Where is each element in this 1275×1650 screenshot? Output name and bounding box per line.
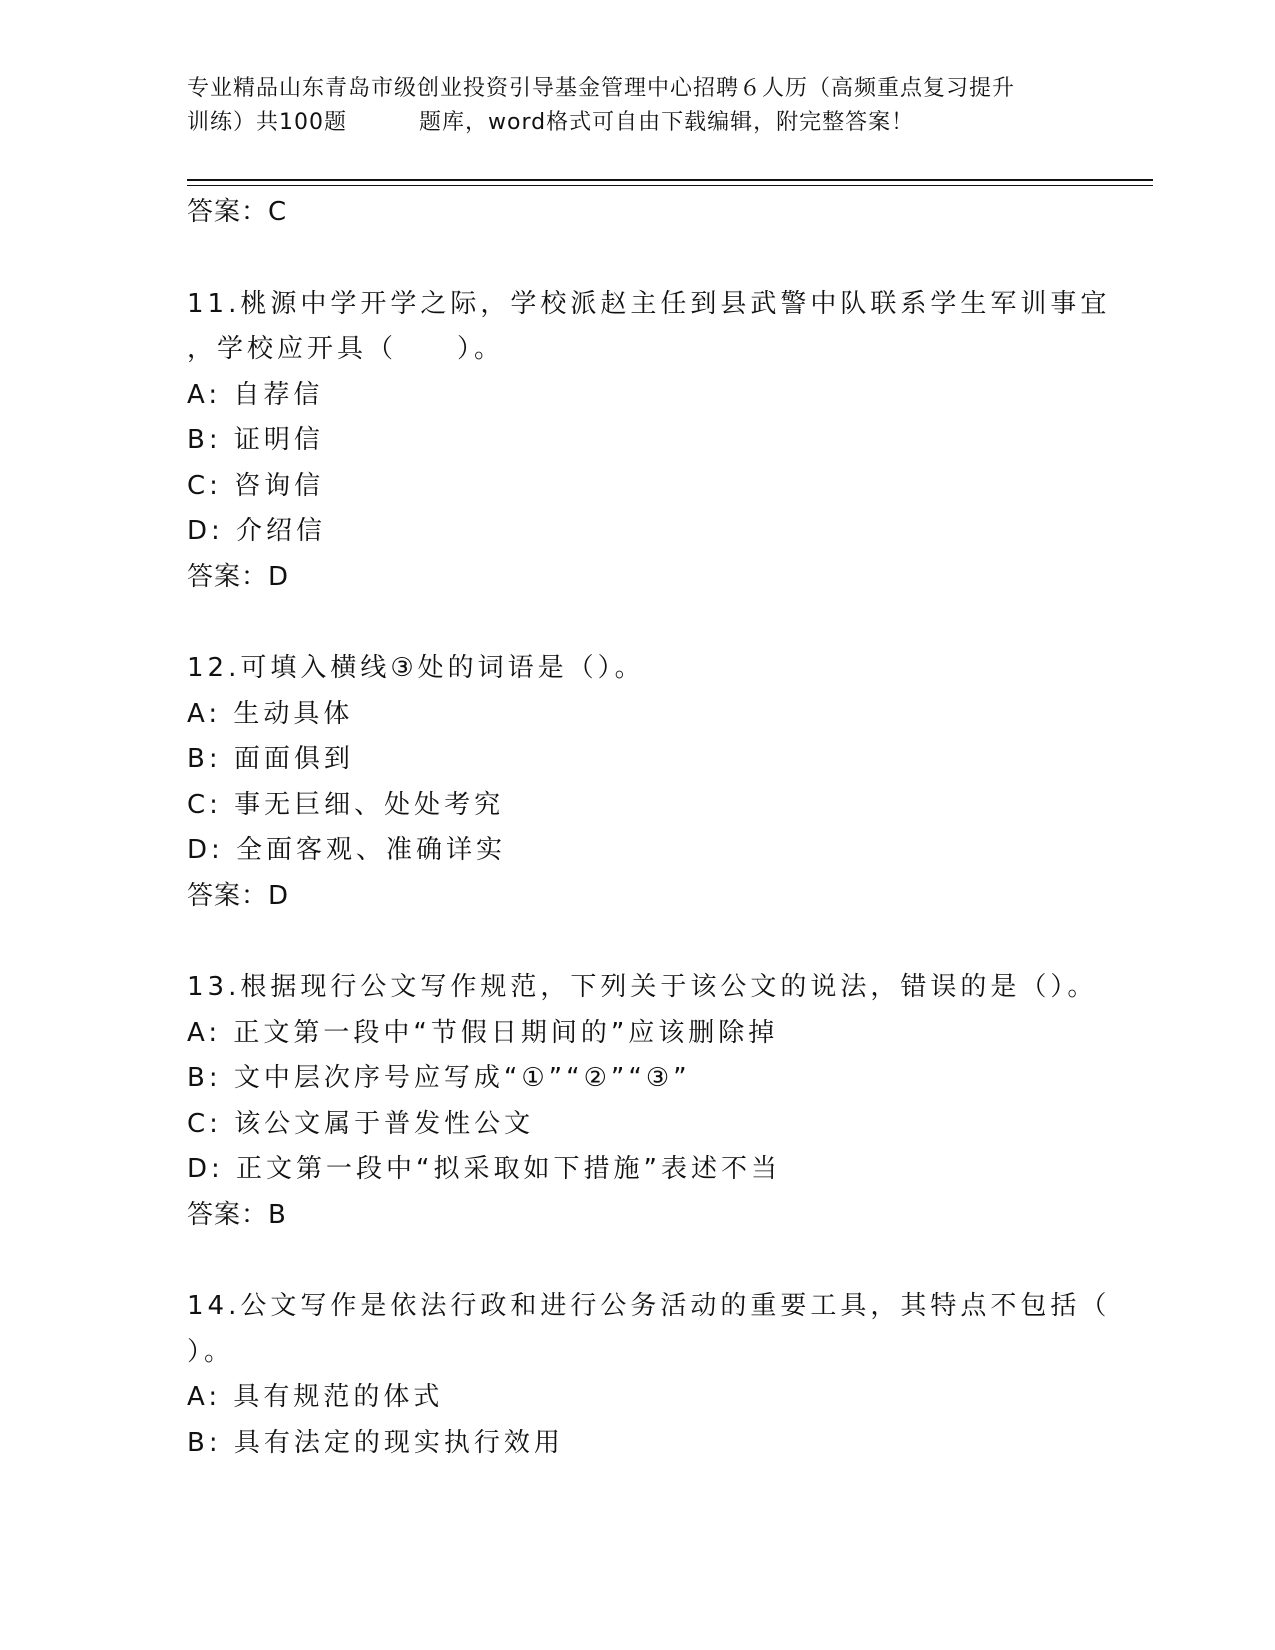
option-b: B: 文中层次序号应写成“①”“②”“③” <box>187 1063 691 1093</box>
question-stem: 14.公文写作是依法行政和进行公务活动的重要工具，其特点不包括（ <box>187 1291 1111 1321</box>
header-line-2-part-a: 训练）共100题 <box>187 110 347 135</box>
question-14 <box>187 1284 1111 1466</box>
header-line-1: 专业精品山东青岛市级创业投资引导基金管理中心招聘６人历（高频重点复习提升 <box>187 76 1016 101</box>
option-a: A: 正文第一段中“节假日期间的”应该删除掉 <box>187 1017 779 1048</box>
answer-line: 答案：D <box>187 561 290 592</box>
option-c: C: 事无巨细、处处考究 <box>187 789 505 820</box>
option-b: B: 具有法定的现实执行效用 <box>187 1427 564 1458</box>
option-a: A: 具有规范的体式 <box>187 1382 444 1412</box>
option-d: D: 全面客观、准确详实 <box>187 835 507 865</box>
option-b: B: 面面俱到 <box>187 744 354 774</box>
question-stem: ）。 <box>187 1336 235 1367</box>
question-stem: ，学校应开具（ ）。 <box>187 334 505 364</box>
question-stem: 13.根据现行公文写作规范，下列关于该公文的说法，错误的是（）。 <box>187 972 1098 1002</box>
question-stem: 11.桃源中学开学之际，学校派赵主任到县武警中队联系学生军训事宜 <box>187 288 1111 319</box>
option-a: A: 自荐信 <box>187 379 324 410</box>
document-body <box>187 190 1111 1466</box>
option-c: C: 该公文属于普发性公文 <box>187 1108 535 1139</box>
document-header <box>187 72 1087 140</box>
question-11 <box>187 282 1111 601</box>
header-line-2-part-b: 题库，word格式可自由下载编辑，附完整答案！ <box>419 110 915 135</box>
answer-line: 答案：D <box>187 880 290 911</box>
answer-line: 答案：C <box>187 197 288 227</box>
header-line-2 <box>187 106 1087 140</box>
question-stem: 12.可填入横线③处的词语是（）。 <box>187 653 645 683</box>
option-a: A: 生动具体 <box>187 698 354 729</box>
header-rule-thick <box>187 179 1153 181</box>
option-b: B: 证明信 <box>187 425 324 455</box>
question-13 <box>187 965 1098 1238</box>
question-12 <box>187 646 1087 919</box>
answer-line: 答案：B <box>187 1199 287 1230</box>
option-d: D: 正文第一段中“拟采取如下措施”表述不当 <box>187 1154 781 1184</box>
header-rule-thin <box>187 185 1153 186</box>
option-d: D: 介绍信 <box>187 516 327 546</box>
option-c: C: 咨询信 <box>187 470 325 501</box>
